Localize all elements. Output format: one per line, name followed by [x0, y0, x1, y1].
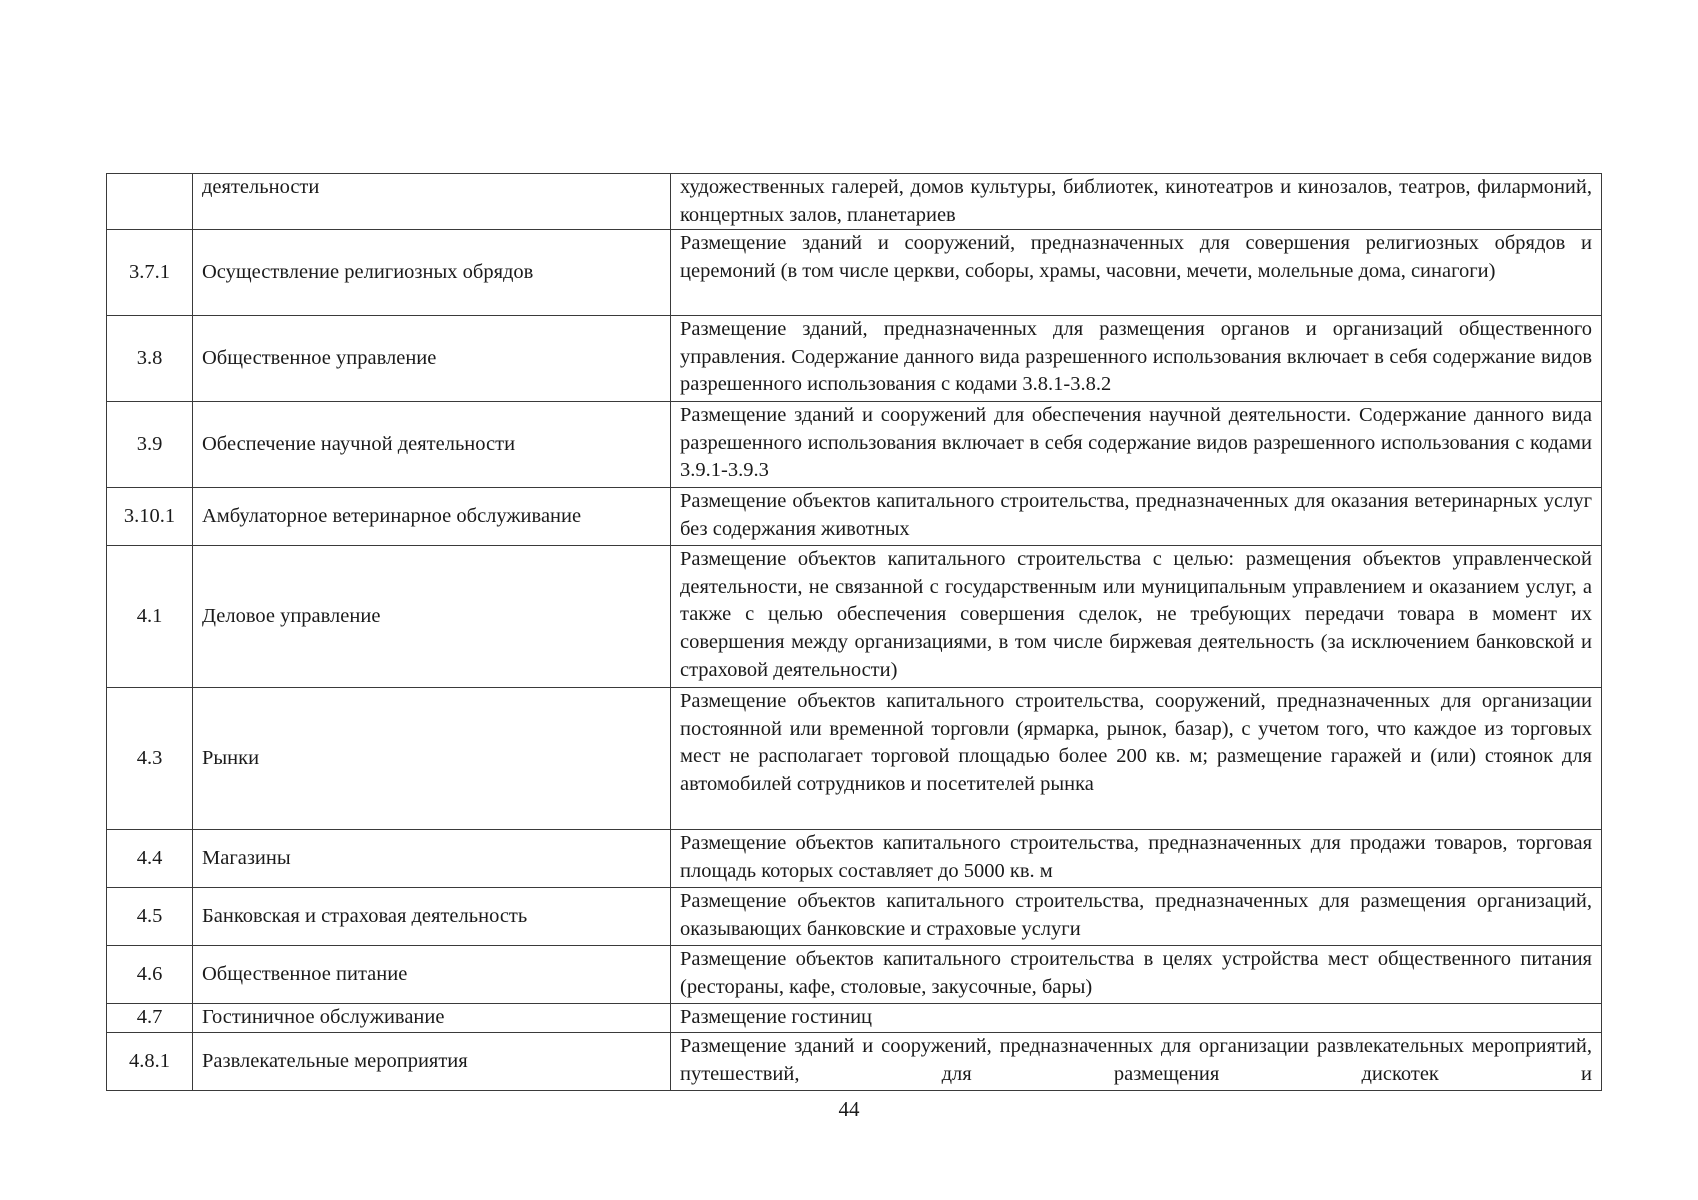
row-code: 3.9 [107, 402, 193, 488]
row-description: Размещение объектов капитального строительства, предназначенных для размещения организаций, оказывающих банковские и страховые услуги [671, 888, 1602, 946]
table-row [107, 402, 1602, 488]
row-code: 4.8.1 [107, 1033, 193, 1091]
row-description: Размещение объектов капитального строительства в целях устройства мест общественного питания (рестораны, кафе, столовые, закусочные, бары) [671, 946, 1602, 1004]
row-name: Магазины [193, 830, 671, 888]
row-description: Размещение объектов капитального строительства, предназначенных для продажи товаров, торговая площадь которых составляет до 5000 кв. м [671, 830, 1602, 888]
row-name: Рынки [193, 688, 671, 830]
row-code: 4.5 [107, 888, 193, 946]
row-name: Гостиничное обслуживание [193, 1004, 671, 1033]
row-description: Размещение гостиниц [671, 1004, 1602, 1033]
row-name: Общественное питание [193, 946, 671, 1004]
table-row [107, 230, 1602, 316]
row-name: Амбулаторное ветеринарное обслуживание [193, 488, 671, 546]
row-description: художественных галерей, домов культуры, библиотек, кинотеатров и кинозалов, театров, филармоний, концертных залов, планетариев [671, 174, 1602, 230]
row-name: Развлекательные мероприятия [193, 1033, 671, 1091]
row-name: Деловое управление [193, 546, 671, 688]
row-code: 4.6 [107, 946, 193, 1004]
table-row [107, 688, 1602, 830]
row-description: Размещение зданий и сооружений, предназначенных для совершения религиозных обрядов и церемоний (в том числе церкви, соборы, храмы, часовни, мечети, молельные дома, синагоги) [671, 230, 1602, 316]
table-row [107, 946, 1602, 1004]
table-row [107, 546, 1602, 688]
row-description: Размещение объектов капитального строительства с целью: размещения объектов управленческой деятельности, не связанной с государственным или муниципальным управлением и оказанием услуг, а также с целью обеспечения совершения сделок, не требующих передачи товара в момент их совершения между организациями, в том числе биржевая деятельность (за исключением банковской и страховой деятельности) [671, 546, 1602, 688]
row-description: Размещение зданий и сооружений, предназначенных для организации развлекательных мероприятий, путешествий, для размещения дискотек и [671, 1033, 1602, 1091]
table-row [107, 488, 1602, 546]
table-row [107, 174, 1602, 230]
row-description: Размещение объектов капитального строительства, предназначенных для оказания ветеринарных услуг без содержания животных [671, 488, 1602, 546]
row-name: Банковская и страховая деятельность [193, 888, 671, 946]
row-name: Обеспечение научной деятельности [193, 402, 671, 488]
row-code: 4.4 [107, 830, 193, 888]
table-row [107, 830, 1602, 888]
table-row [107, 1033, 1602, 1091]
row-name: Общественное управление [193, 316, 671, 402]
row-description: Размещение объектов капитального строительства, сооружений, предназначенных для организации постоянной или временной торговли (ярмарка, рынок, базар), с учетом того, что каждое из торговых мест не располагает торговой площадью более 200 кв. м; размещение гаражей и (или) стоянок для автомобилей сотрудников и посетителей рынка [671, 688, 1602, 830]
row-code: 3.10.1 [107, 488, 193, 546]
row-description: Размещение зданий, предназначенных для размещения органов и организаций общественного управления. Содержание данного вида разрешенного использования включает в себя содержание видов разрешенного использования с кодами 3.8.1-3.8.2 [671, 316, 1602, 402]
row-name: Осуществление религиозных обрядов [193, 230, 671, 316]
table-row [107, 1004, 1602, 1033]
page-number: 44 [838, 1097, 860, 1121]
row-code: 3.8 [107, 316, 193, 402]
land-use-table [106, 173, 1602, 1091]
row-code: 4.7 [107, 1004, 193, 1033]
row-code [107, 174, 193, 230]
row-code: 4.1 [107, 546, 193, 688]
row-description: Размещение зданий и сооружений для обеспечения научной деятельности. Содержание данного вида разрешенного использования включает в себя содержание видов разрешенного использования с кодами 3.9.1-3.9.3 [671, 402, 1602, 488]
row-code: 4.3 [107, 688, 193, 830]
table-row [107, 888, 1602, 946]
row-code: 3.7.1 [107, 230, 193, 316]
table-row [107, 316, 1602, 402]
row-name: деятельности [193, 174, 671, 230]
